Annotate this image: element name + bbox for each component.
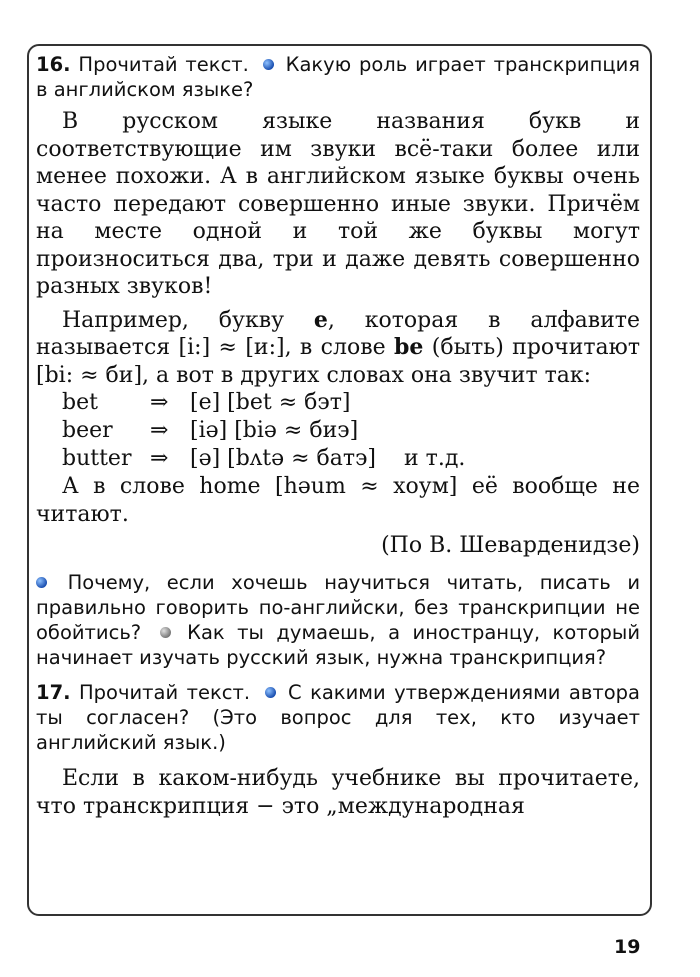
task-16-paragraph-3: А в слове home [həum ≈ хоум] её вообще не читают. — [36, 474, 640, 527]
task-16-prompt: Прочитай текст. — [78, 53, 249, 76]
task-17-question: С какими утверждениями автора ты согласен? (Это вопрос для тех, кто изучает английский язык.) — [36, 681, 640, 754]
arrow-icon: ⇒ — [150, 446, 169, 471]
example-word: beer — [62, 418, 113, 443]
blue-bullet-icon — [265, 687, 276, 698]
task-16-question-1: Почему, если хочешь научиться читать, писать и правильно говорить по-английски, без транскрипции не обойтись? — [36, 571, 640, 644]
task-17-paragraph-1: Если в каком-нибудь учебнике вы прочитаете, что транскрипция − это „международная — [36, 766, 640, 819]
word-be: be — [393, 334, 424, 360]
example-transcription: [e] [bet ≈ бэт] — [190, 390, 351, 415]
task-16-question: Какую роль играет транскрипция в английском языке? — [36, 53, 641, 101]
example-tail — [376, 389, 465, 417]
grey-bullet-icon — [160, 627, 171, 638]
letter-e: е — [313, 306, 328, 333]
examples-table — [62, 389, 465, 473]
example-word: butter — [62, 446, 132, 471]
arrow-icon: ⇒ — [150, 418, 169, 443]
blue-bullet-icon — [263, 59, 274, 70]
task-16-paragraph-1: В русском языке названия букв и соответствующие им звуки всё-таки более или менее похожи. А в английском языке буквы очень часто передают совершенно иные звуки. Причём на месте одной и той же буквы могут произноситься два, три и даже девять совершенно разных звуков! — [36, 109, 640, 299]
task-16-paragraph-2: Например, букву е, которая в алфавите называется [i:] ≈ [и:], в слове be (быть) прочитают [bi: ≈ би], а вот в других словах она звучит так: — [36, 306, 640, 388]
page-number: 19 — [614, 936, 641, 958]
task-17-header — [36, 680, 640, 755]
task-16-questions — [36, 570, 640, 670]
example-transcription: [ə] [bʌtə ≈ батэ] — [190, 446, 376, 471]
task-16-header — [36, 52, 640, 102]
example-tail: и т.д. — [404, 446, 466, 471]
attribution: (По В. Шеварденидзе) — [381, 533, 640, 558]
task-17-number: 17. — [36, 681, 71, 704]
example-transcription: [iə] [biə ≈ биэ] — [190, 418, 359, 443]
example-row — [62, 417, 465, 445]
arrow-icon: ⇒ — [150, 390, 169, 415]
example-row — [62, 445, 465, 473]
task-17-prompt: Прочитай текст. — [79, 681, 251, 704]
example-tail — [376, 417, 465, 445]
example-row — [62, 389, 465, 417]
blue-bullet-icon — [36, 577, 47, 588]
task-16-question-2: Как ты думаешь, а иностранцу, который начинает изучать русский язык, нужна транскрипция? — [36, 621, 640, 669]
task-16-number: 16. — [36, 53, 71, 76]
example-word: bet — [62, 390, 98, 415]
page-content — [36, 52, 640, 820]
